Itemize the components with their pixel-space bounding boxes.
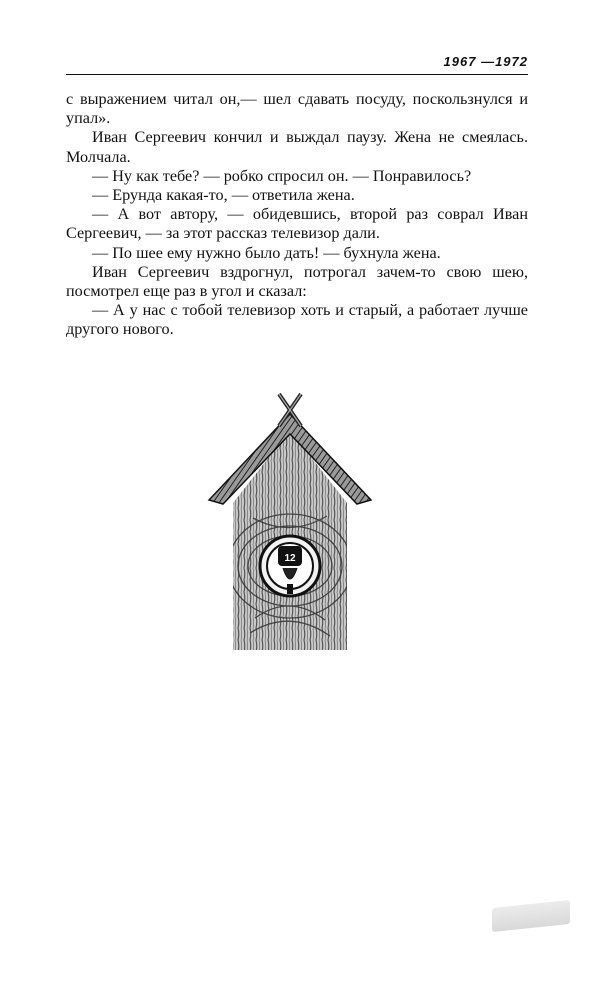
cuckoo-clock-birdhouse-icon — [195, 388, 385, 658]
paragraph: — Ну как тебе? — робко спросил он. — Понравилось? — [92, 166, 472, 185]
body-text — [66, 90, 528, 340]
clock-numeral: 12 — [284, 553, 296, 564]
paragraph: — А у нас с тобой телевизор хоть и старый, а работает лучше другого нового. — [66, 301, 528, 339]
paragraph: — По шее ему нужно было дать! — бухнула жена. — [92, 243, 441, 262]
paragraph: Иван Сергеевич вздрогнул, потрогал зачем-то свою шею, посмотрел еще раз в угол и сказал: — [66, 262, 528, 301]
paragraph: Иван Сергеевич кончил и выждал паузу. Жена не смеялась. Молчала. — [66, 128, 528, 166]
paragraph: — Ерунда какая-то, — ответила жена. — [92, 186, 355, 205]
scan-smudge — [492, 900, 570, 932]
running-head — [66, 54, 528, 75]
page-years: 1967 —1972 — [443, 54, 528, 69]
paragraph: — А вот автору, — обидевшись, второй раз соврал Иван Сергеевич, — за этот рассказ телевизор дали. — [66, 205, 528, 243]
paragraph: с выражением читал он,— шел сдавать посуду, поскользнулся и упал». — [66, 90, 528, 128]
